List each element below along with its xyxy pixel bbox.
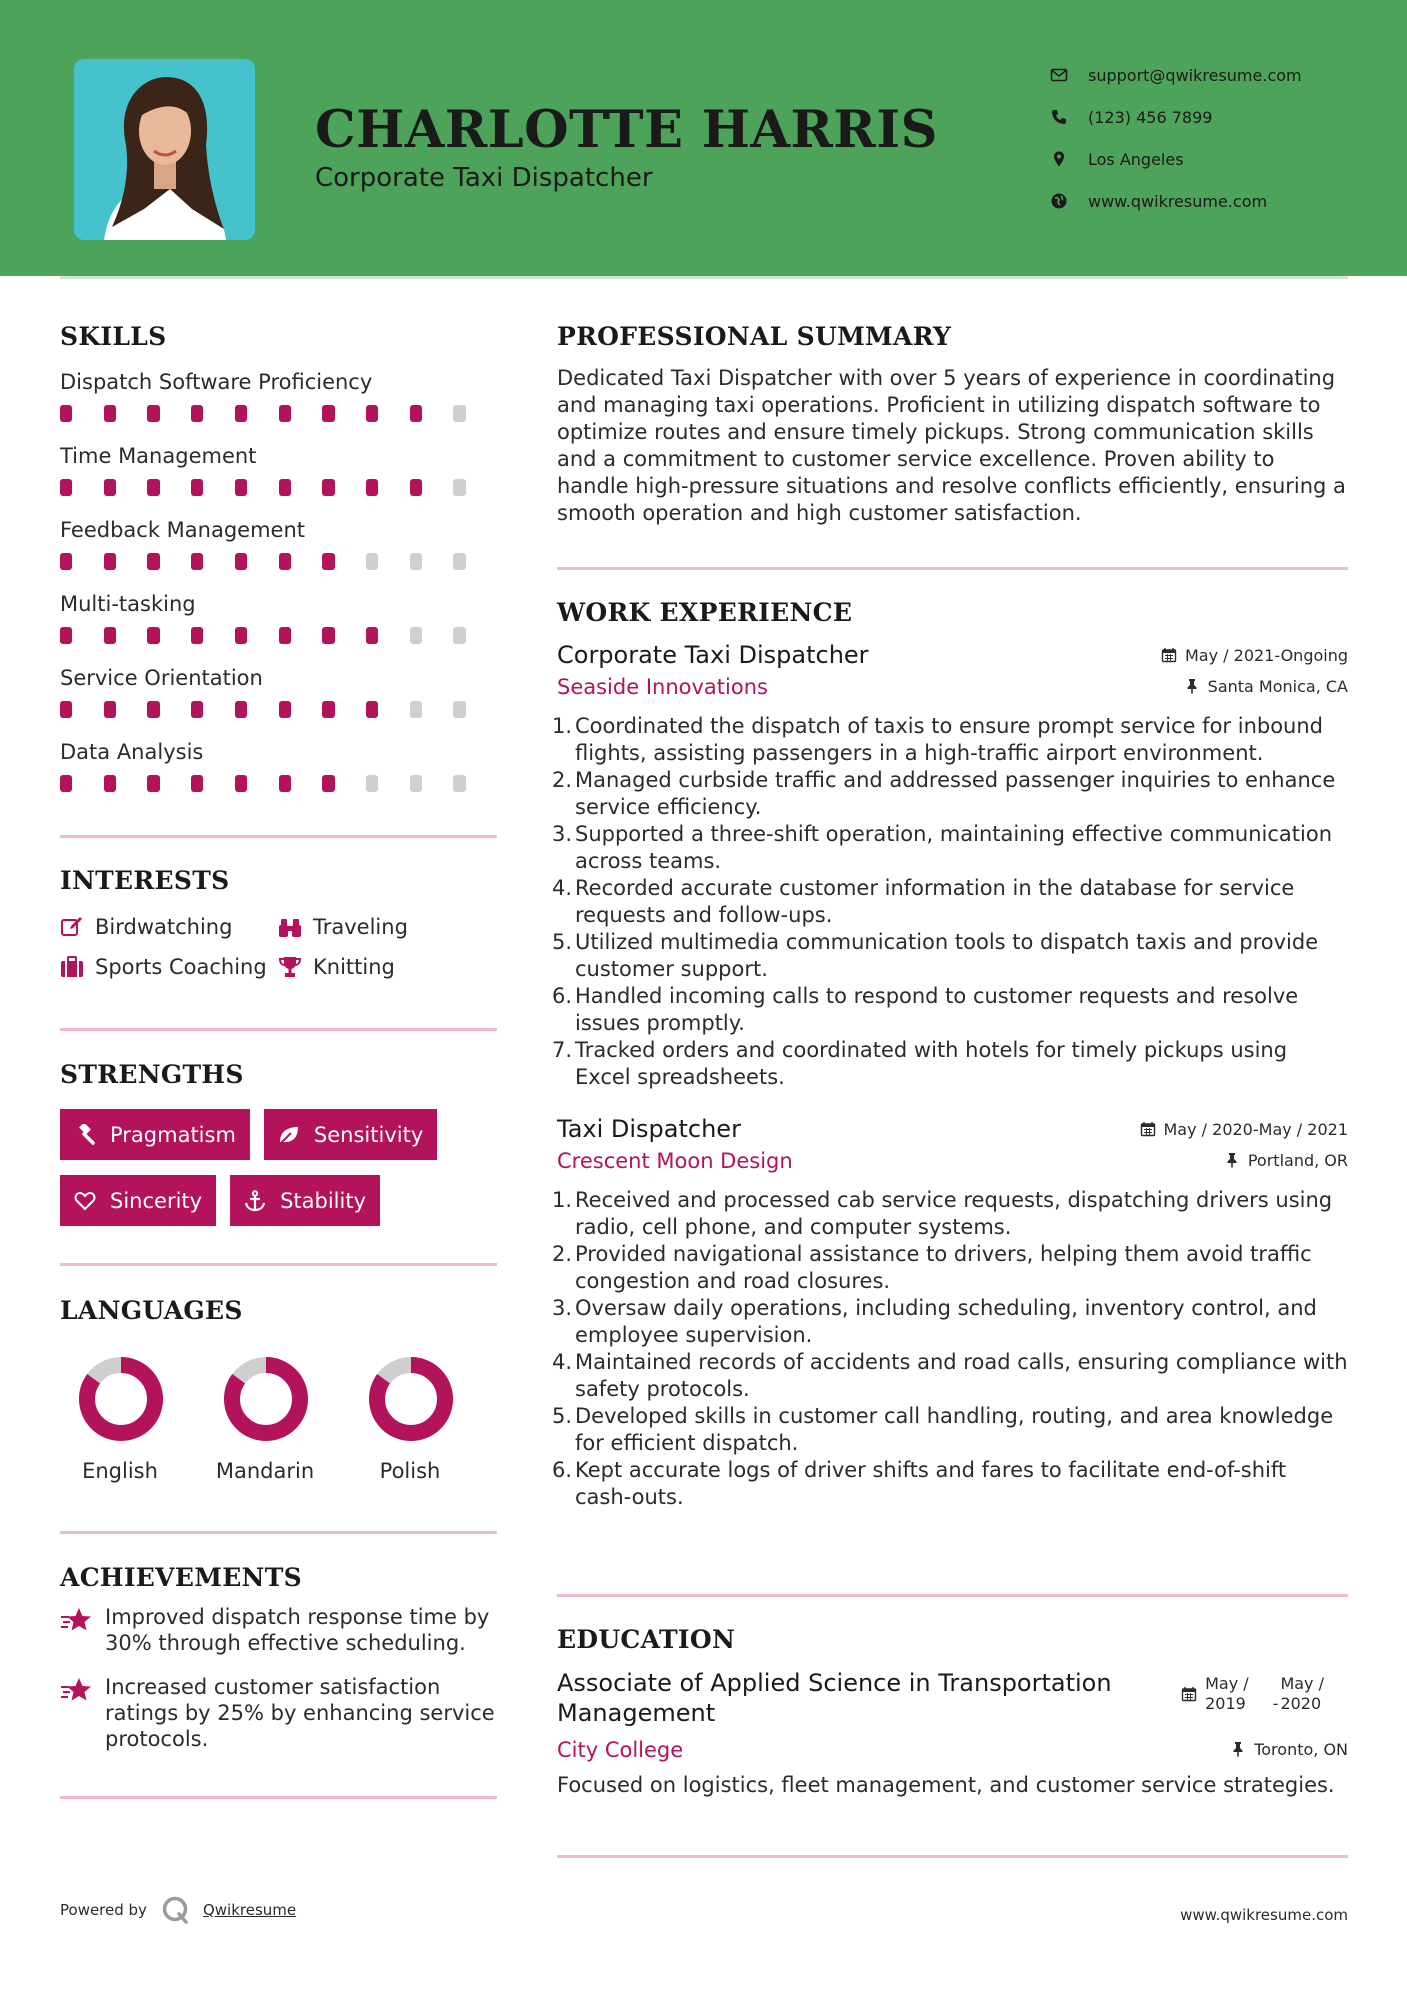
header-band — [0, 0, 1407, 276]
section-divider — [60, 1263, 497, 1266]
job-bullets — [552, 713, 1348, 1091]
rating-dot-filled — [279, 627, 291, 644]
education-dates — [1181, 1674, 1324, 1728]
achievement-item — [60, 1674, 497, 1752]
skill-rating — [60, 775, 497, 809]
rating-dot-empty — [366, 775, 378, 792]
skill-name: Feedback Management — [60, 518, 306, 542]
language-name: Polish — [379, 1459, 441, 1483]
rating-dot-filled — [60, 553, 72, 570]
rating-dot-filled — [279, 405, 291, 422]
rating-dot-filled — [410, 405, 422, 422]
education-title: EDUCATION — [557, 1625, 736, 1654]
rating-dot-filled — [366, 701, 378, 718]
interest-item — [278, 915, 498, 939]
school-location-text: Toronto, ON — [1254, 1739, 1348, 1759]
rating-dot-empty — [453, 627, 465, 644]
rating-dot-filled — [147, 627, 159, 644]
profile-photo — [74, 59, 255, 240]
bullet-text: Oversaw daily operations, including scheduling, inventory control, and employee supervision. — [575, 1296, 1317, 1347]
rating-dot-filled — [366, 479, 378, 496]
language-proficiency-ring — [222, 1355, 310, 1443]
rating-dot-filled — [147, 479, 159, 496]
bullet-item — [552, 1349, 1348, 1403]
job-location — [1184, 677, 1348, 696]
section-divider — [557, 1855, 1348, 1858]
strength-label: Pragmatism — [110, 1122, 236, 1147]
rating-dot-empty — [453, 405, 465, 422]
rating-dot-filled — [147, 701, 159, 718]
strength-label: Sensitivity — [313, 1122, 424, 1147]
contact-email-text: support@qwikresume.com — [1088, 65, 1302, 85]
interests-title: INTERESTS — [60, 866, 230, 895]
bullet-number: 5. — [552, 1404, 573, 1428]
bullet-number: 7. — [552, 1038, 573, 1062]
rating-dot-filled — [322, 405, 334, 422]
contact-location — [1050, 138, 1302, 180]
interests-list — [60, 915, 497, 979]
qwikresume-logo-icon — [161, 1895, 191, 1925]
rating-dot-filled — [279, 701, 291, 718]
envelope-icon — [1050, 66, 1068, 84]
job-subheader — [557, 675, 1348, 699]
job-header — [557, 1115, 1348, 1143]
languages-title: LANGUAGES — [60, 1296, 243, 1325]
job-entry — [552, 1115, 1348, 1511]
strength-tag — [60, 1109, 250, 1160]
skills-title: SKILLS — [60, 322, 167, 351]
section-divider — [557, 1594, 1348, 1597]
rating-dot-filled — [191, 775, 203, 792]
bullet-item — [552, 1187, 1348, 1241]
job-dates — [1140, 1120, 1349, 1139]
star-trophy-icon — [60, 1606, 94, 1634]
skills-section — [60, 322, 497, 809]
strengths-section — [60, 1060, 497, 1226]
rating-dot-filled — [235, 479, 247, 496]
date-start-month: May / — [1205, 1674, 1249, 1693]
rating-dot-filled — [147, 405, 159, 422]
degree-line: Management — [557, 1699, 716, 1727]
rating-dot-filled — [104, 553, 116, 570]
briefcase-icon — [60, 955, 84, 979]
bullet-number: 6. — [552, 1458, 573, 1482]
bullet-text: Provided navigational assistance to drivers, helping them avoid traffic congestion and road closures. — [575, 1242, 1312, 1293]
qwikresume-link[interactable]: Qwikresume — [202, 1901, 297, 1919]
rating-dot-filled — [366, 627, 378, 644]
bullet-number: 2. — [552, 768, 573, 792]
rating-dot-empty — [453, 775, 465, 792]
footer-url[interactable]: www.qwikresume.com — [1180, 1906, 1348, 1924]
rating-dot-empty — [453, 553, 465, 570]
school-location — [1230, 1740, 1348, 1759]
interest-label: Knitting — [313, 955, 395, 979]
gavel-icon — [74, 1124, 96, 1146]
bullet-number: 4. — [552, 1350, 573, 1374]
star-trophy-icon — [60, 1676, 94, 1704]
section-divider — [557, 567, 1348, 570]
rating-dot-filled — [279, 775, 291, 792]
rating-dot-filled — [104, 405, 116, 422]
bullet-number: 3. — [552, 1296, 573, 1320]
bullet-item — [552, 983, 1348, 1037]
section-divider — [60, 1028, 497, 1031]
pushpin-icon — [1230, 1741, 1246, 1757]
rating-dot-filled — [191, 553, 203, 570]
section-divider — [60, 835, 497, 838]
language-name: Mandarin — [215, 1459, 315, 1483]
skill-name: Time Management — [60, 444, 257, 468]
rating-dot-filled — [235, 701, 247, 718]
bullet-number: 1. — [552, 1188, 573, 1212]
bullet-text: Utilized multimedia communication tools to dispatch taxis and provide customer support. — [575, 930, 1319, 981]
bullet-text: Developed skills in customer call handling, routing, and area knowledge for efficient dispatch. — [575, 1404, 1334, 1455]
bullet-text: Received and processed cab service requests, dispatching drivers using radio, cell phone, and computer systems. — [575, 1188, 1333, 1239]
interest-item — [60, 955, 278, 979]
skill-rating — [60, 479, 497, 513]
language-proficiency-ring — [77, 1355, 165, 1443]
section-divider — [60, 1796, 497, 1799]
bullet-item — [552, 1403, 1348, 1457]
rating-dot-filled — [322, 701, 334, 718]
language-proficiency-ring — [367, 1355, 455, 1443]
bullet-text: Maintained records of accidents and road calls, ensuring compliance with safety protocols. — [575, 1350, 1348, 1401]
rating-dot-filled — [235, 775, 247, 792]
rating-dot-empty — [410, 627, 422, 644]
job-dates — [1161, 646, 1348, 665]
rating-dot-empty — [453, 479, 465, 496]
calendar-icon — [1140, 1121, 1156, 1137]
contact-list — [1050, 54, 1302, 222]
degree-line: Associate of Applied Science in Transportation — [557, 1669, 1112, 1697]
rating-dot-empty — [410, 553, 422, 570]
globe-icon — [1050, 192, 1068, 210]
job-dates-text: May / 2020-May / 2021 — [1163, 1119, 1348, 1139]
school-name: City College — [557, 1738, 684, 1762]
job-bullets — [552, 1187, 1348, 1511]
skill-rating — [60, 627, 497, 661]
strength-label: Sincerity — [110, 1188, 203, 1213]
person-portrait-icon — [74, 59, 255, 240]
achievements-section — [60, 1563, 497, 1752]
bullet-text: Kept accurate logs of driver shifts and fares to facilitate end-of-shift cash-outs. — [575, 1458, 1287, 1509]
bullet-text: Managed curbside traffic and addressed passenger inquiries to enhance service efficiency. — [575, 768, 1336, 819]
interest-label: Traveling — [313, 915, 408, 939]
education-description: Focused on logistics, fleet management, and customer service strategies. — [557, 1773, 1335, 1797]
languages-list — [60, 1355, 497, 1483]
bullet-item — [552, 821, 1348, 875]
rating-dot-filled — [191, 627, 203, 644]
contact-phone[interactable] — [1050, 96, 1302, 138]
bullet-number: 6. — [552, 984, 573, 1008]
rating-dot-filled — [410, 479, 422, 496]
language-name: English — [82, 1459, 158, 1483]
section-divider — [60, 1531, 497, 1534]
rating-dot-filled — [322, 627, 334, 644]
rating-dot-filled — [147, 553, 159, 570]
map-pin-icon — [1050, 150, 1068, 168]
binoculars-icon — [278, 915, 302, 939]
candidate-role: Corporate Taxi Dispatcher — [315, 163, 653, 193]
bullet-item — [552, 713, 1348, 767]
summary-section — [557, 322, 1348, 527]
anchor-icon — [244, 1190, 266, 1212]
achievement-item — [60, 1604, 497, 1656]
bullet-number: 3. — [552, 822, 573, 846]
skill-rating — [60, 701, 497, 735]
rating-dot-filled — [235, 405, 247, 422]
date-end — [1280, 1674, 1324, 1714]
trophy-icon — [278, 955, 302, 979]
strength-tag — [60, 1175, 216, 1226]
interest-item — [278, 955, 498, 979]
rating-dot-filled — [104, 479, 116, 496]
strength-tag — [264, 1109, 437, 1160]
interest-label: Birdwatching — [95, 915, 233, 939]
rating-dot-filled — [191, 701, 203, 718]
strengths-title: STRENGTHS — [60, 1060, 244, 1089]
education-section — [557, 1625, 1348, 1799]
rating-dot-filled — [60, 627, 72, 644]
bullet-number: 4. — [552, 876, 573, 900]
education-subheader — [557, 1738, 1348, 1762]
rating-dot-filled — [60, 775, 72, 792]
rating-dot-filled — [235, 627, 247, 644]
company-name: Seaside Innovations — [557, 675, 768, 699]
education-header — [557, 1668, 1348, 1728]
achievements-title: ACHIEVEMENTS — [60, 1563, 302, 1592]
job-location-text: Santa Monica, CA — [1207, 676, 1348, 696]
header-divider — [60, 276, 1348, 279]
contact-phone-text: (123) 456 7899 — [1088, 107, 1213, 127]
experience-title: WORK EXPERIENCE — [557, 598, 853, 627]
interests-section — [60, 866, 497, 979]
bullet-text: Supported a three-shift operation, maintaining effective communication across teams. — [575, 822, 1333, 873]
company-name: Crescent Moon Design — [557, 1149, 793, 1173]
skill-rating — [60, 405, 497, 439]
rating-dot-empty — [453, 701, 465, 718]
degree-title — [557, 1668, 1112, 1728]
leaf-icon — [278, 1124, 300, 1146]
job-dates-text: May / 2021-Ongoing — [1185, 645, 1348, 665]
strengths-list — [60, 1109, 480, 1226]
pushpin-icon — [1224, 1152, 1240, 1168]
job-title: Corporate Taxi Dispatcher — [557, 641, 869, 669]
rating-dot-filled — [366, 405, 378, 422]
skills-list — [60, 365, 497, 809]
bullet-item — [552, 875, 1348, 929]
languages-section — [60, 1296, 497, 1483]
contact-email[interactable] — [1050, 54, 1302, 96]
strength-label: Stability — [280, 1188, 367, 1213]
job-subheader — [557, 1149, 1348, 1173]
bullet-item — [552, 767, 1348, 821]
date-separator: - — [1272, 1694, 1279, 1713]
bullet-item — [552, 1295, 1348, 1349]
achievement-text: Increased customer satisfaction ratings by 25% by enhancing service protocols. — [105, 1675, 495, 1751]
language-item — [60, 1355, 205, 1483]
rating-dot-filled — [191, 479, 203, 496]
bullet-number: 2. — [552, 1242, 573, 1266]
rating-dot-filled — [322, 553, 334, 570]
rating-dot-filled — [104, 627, 116, 644]
job-location — [1224, 1151, 1348, 1170]
rating-dot-filled — [191, 405, 203, 422]
rating-dot-filled — [322, 479, 334, 496]
bullet-number: 1. — [552, 714, 573, 738]
candidate-name: CHARLOTTE HARRIS — [315, 100, 938, 160]
bullet-item — [552, 1037, 1348, 1091]
date-start — [1205, 1674, 1249, 1714]
job-title: Taxi Dispatcher — [557, 1115, 741, 1143]
rating-dot-empty — [410, 775, 422, 792]
rating-dot-filled — [104, 775, 116, 792]
contact-website[interactable] — [1050, 180, 1302, 222]
job-entry — [552, 641, 1348, 1091]
interest-label: Sports Coaching — [95, 955, 267, 979]
skill-name: Service Orientation — [60, 666, 263, 690]
rating-dot-filled — [147, 775, 159, 792]
contact-website-text: www.qwikresume.com — [1088, 191, 1268, 211]
summary-text: Dedicated Taxi Dispatcher with over 5 years of experience in coordinating and managing taxi operations. Proficient in utilizing dispatch software to optimize routes and ensure timely pickups. Strong communication skills and a commitment to customer service excellence. Proven ability to handle high-pressure situations and resolve conflicts efficiently, ensuring a smooth operation and high customer satisfaction. — [557, 366, 1346, 525]
achievement-text: Improved dispatch response time by 30% through effective scheduling. — [105, 1605, 490, 1655]
skill-name: Data Analysis — [60, 740, 204, 764]
skill-rating — [60, 553, 497, 587]
experience-section — [552, 598, 1348, 1511]
summary-title: PROFESSIONAL SUMMARY — [557, 322, 952, 351]
rating-dot-filled — [235, 553, 247, 570]
skill-name: Dispatch Software Proficiency — [60, 370, 373, 394]
contact-location-text: Los Angeles — [1088, 149, 1184, 169]
edit-icon — [60, 915, 84, 939]
rating-dot-empty — [366, 553, 378, 570]
calendar-icon — [1181, 1686, 1197, 1702]
footer-powered-by — [60, 1895, 296, 1925]
language-item — [350, 1355, 495, 1483]
pushpin-icon — [1184, 678, 1200, 694]
bullet-item — [552, 929, 1348, 983]
rating-dot-filled — [279, 553, 291, 570]
language-item — [205, 1355, 350, 1483]
rating-dot-filled — [60, 405, 72, 422]
strength-tag — [230, 1175, 380, 1226]
interest-item — [60, 915, 278, 939]
job-location-text: Portland, OR — [1247, 1150, 1348, 1170]
powered-by-text: Powered by — [60, 1901, 147, 1919]
rating-dot-filled — [279, 479, 291, 496]
bullet-text: Handled incoming calls to respond to customer requests and resolve issues promptly. — [575, 984, 1299, 1035]
rating-dot-filled — [104, 701, 116, 718]
bullet-text: Recorded accurate customer information in the database for service requests and follow-ups. — [575, 876, 1295, 927]
date-end-month: May / — [1280, 1674, 1324, 1693]
phone-icon — [1050, 108, 1068, 126]
bullet-text: Tracked orders and coordinated with hotels for timely pickups using Excel spreadsheets. — [575, 1038, 1288, 1089]
bullet-item — [552, 1241, 1348, 1295]
rating-dot-filled — [60, 479, 72, 496]
rating-dot-filled — [60, 701, 72, 718]
skill-name: Multi-tasking — [60, 592, 196, 616]
rating-dot-empty — [410, 701, 422, 718]
bullet-number: 5. — [552, 930, 573, 954]
calendar-icon — [1161, 647, 1177, 663]
bullet-text: Coordinated the dispatch of taxis to ensure prompt service for inbound flights, assisting passengers in a high-traffic airport environment. — [575, 714, 1324, 765]
heart-icon — [74, 1190, 96, 1212]
date-end-year: 2020 — [1280, 1694, 1322, 1713]
rating-dot-filled — [322, 775, 334, 792]
bullet-item — [552, 1457, 1348, 1511]
date-start-year: 2019 — [1205, 1694, 1246, 1713]
job-header — [557, 641, 1348, 669]
